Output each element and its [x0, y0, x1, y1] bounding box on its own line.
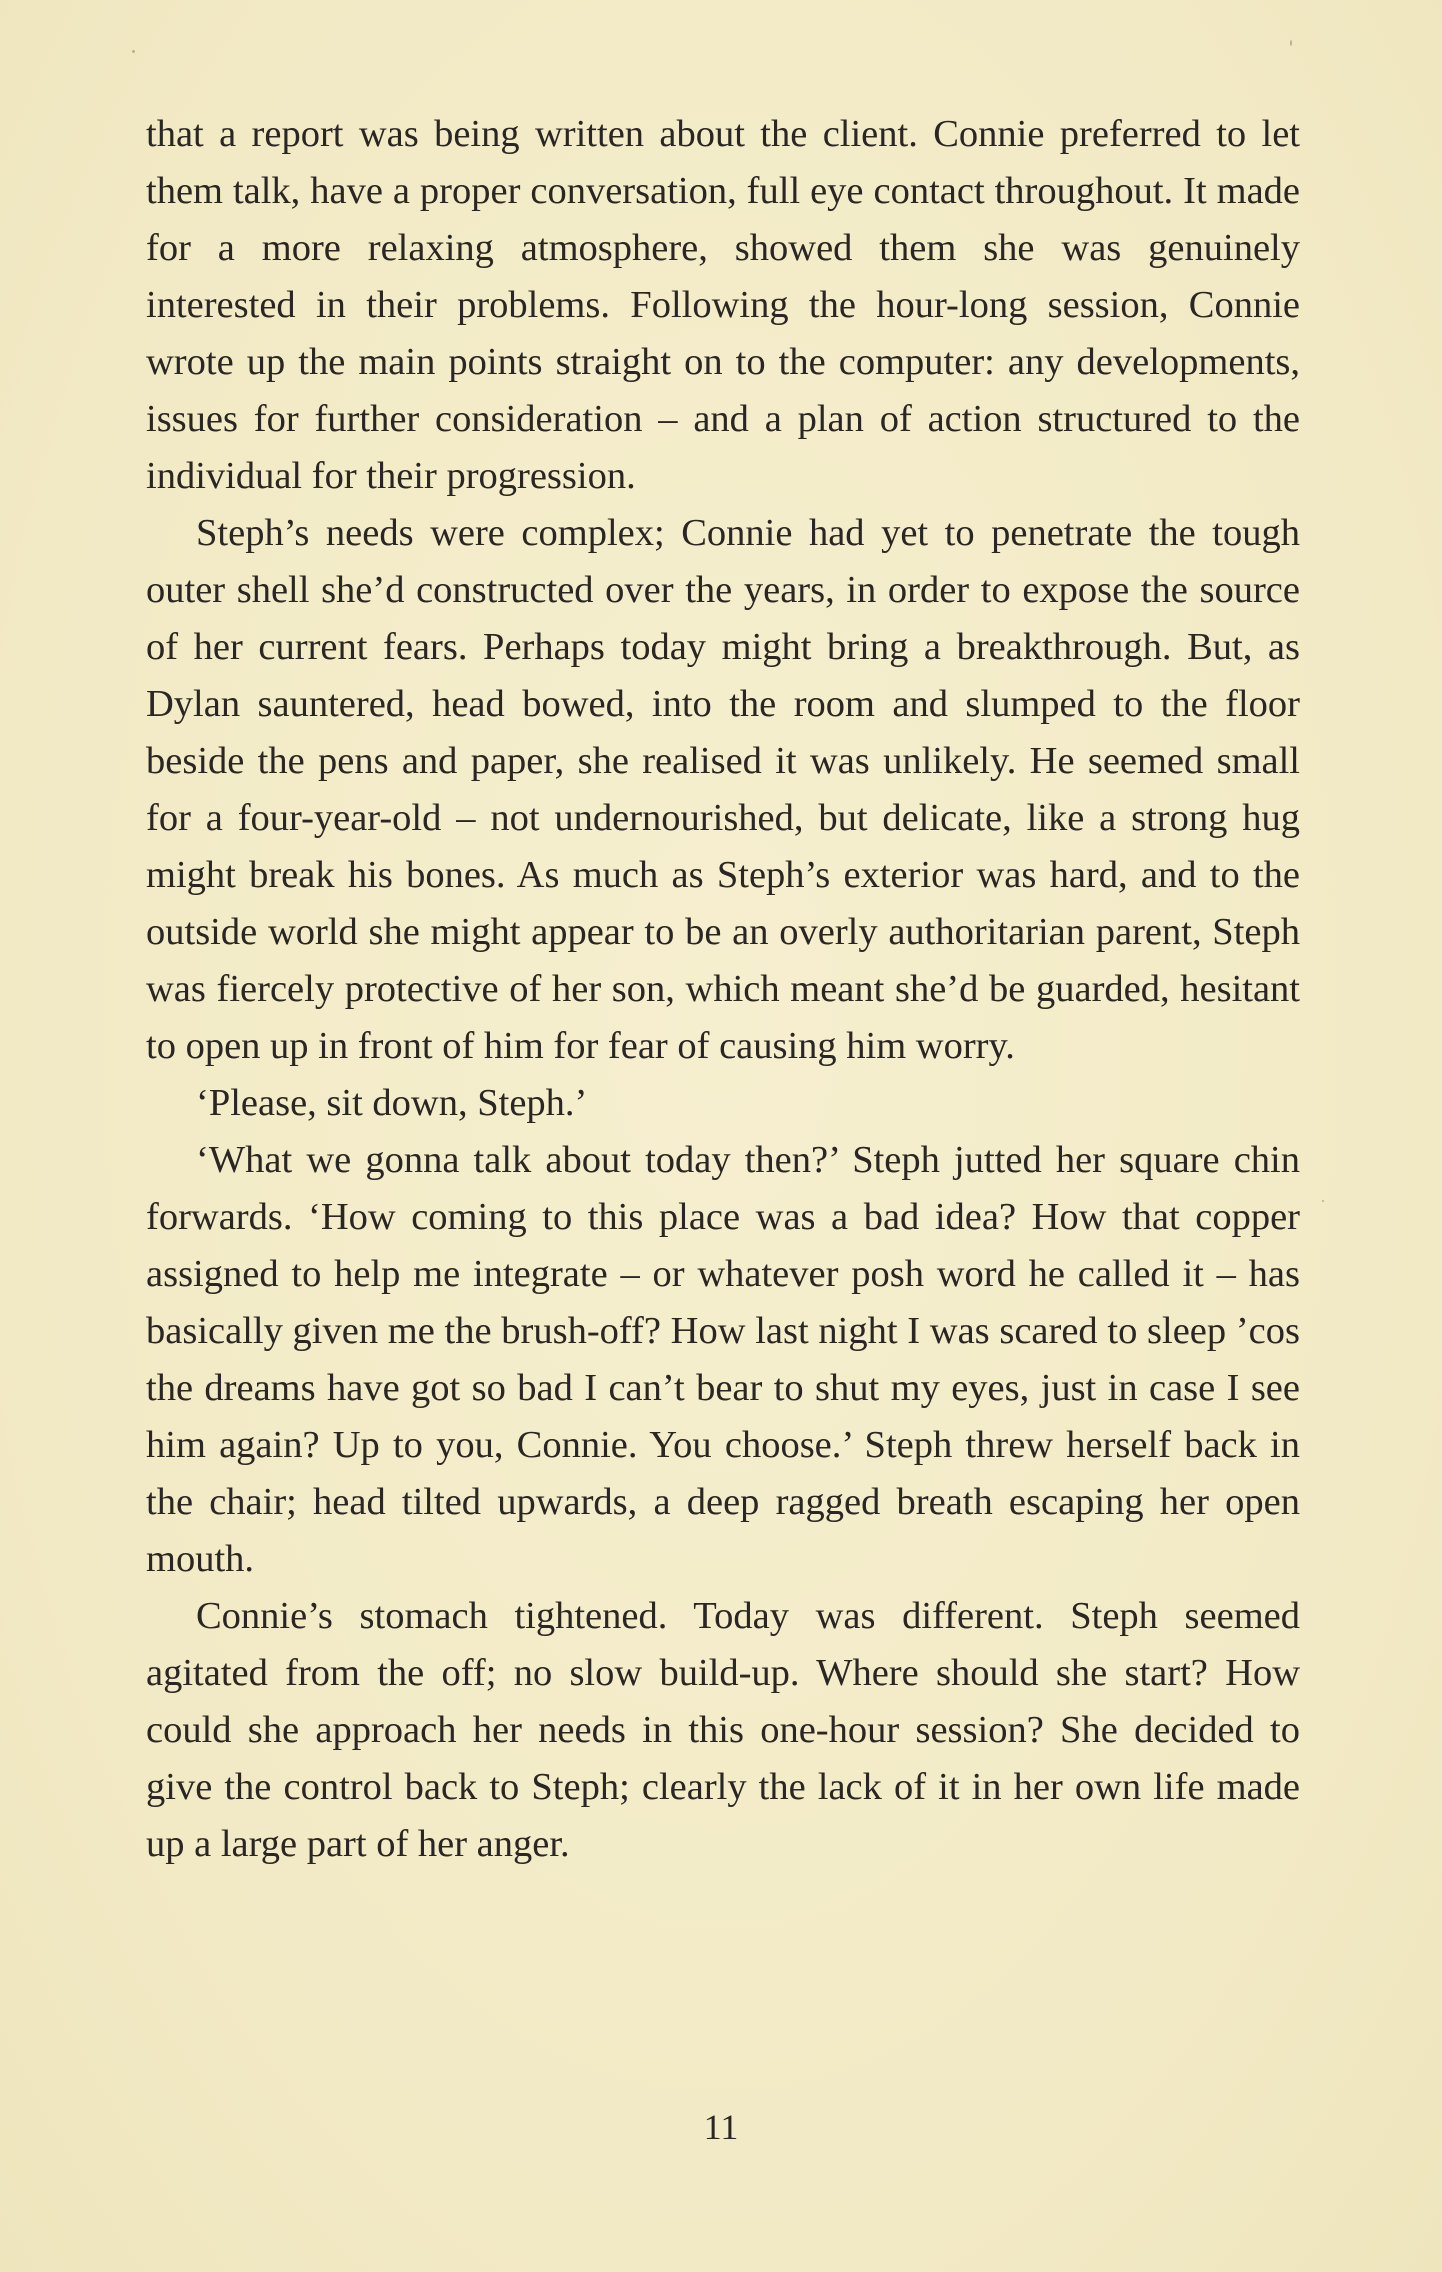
paragraph: Steph’s needs were complex; Connie had yet to penetrate the tough outer shell she’d constructed over the years, in order to expose the source of her current fears. Perhaps today might bring a breakthrough. But, as Dylan sauntered, head bowed, into the room and slumped to the floor beside the pens and paper, she realised it was unlikely. He seemed small for a four-year-old – not undernourished, but delicate, like a strong hug might break his bones. As much as Steph’s exterior was hard, and to the outside world she might appear to be an overly authoritarian parent, Steph was fiercely protective of her son, which meant she’d be guarded, hesitant to open up in front of him for fear of causing him worry.: [146, 512, 1300, 1067]
paragraph: that a report was being written about the client. Connie preferred to let them talk, have a proper conversation, full eye contact throughout. It made for a more relaxing atmosphere, showed them she was genuinely interested in their problems. Following the hour-long session, Connie wrote up the main points straight on to the computer: any developments, issues for further consideration – and a plan of action structured to the individual for their progression.: [146, 113, 1300, 497]
paper-speck: [1322, 1200, 1324, 1202]
body-text: [146, 106, 1300, 1873]
paper-speck: [1290, 40, 1292, 46]
page-number: 11: [703, 2107, 739, 2147]
paragraph: ‘What we gonna talk about today then?’ Steph jutted her square chin forwards. ‘How coming to this place was a bad idea? How that copper assigned to help me integrate – or whatever posh word he called it – has basically given me the brush-off? How last night I was scared to sleep ’cos the dreams have got so bad I can’t bear to shut my eyes, just in case I see him again? Up to you, Connie. You choose.’ Steph threw herself back in the chair; head tilted upwards, a deep ragged breath escaping her open mouth.: [146, 1139, 1300, 1580]
paper-speck: [132, 50, 135, 53]
paragraph: ‘Please, sit down, Steph.’: [196, 1082, 588, 1124]
paragraph: Connie’s stomach tightened. Today was different. Steph seemed agitated from the off; no slow build-up. Where should she start? How could she approach her needs in this one-hour session? She decided to give the control back to Steph; clearly the lack of it in her own life made up a large part of her anger.: [146, 1595, 1300, 1865]
